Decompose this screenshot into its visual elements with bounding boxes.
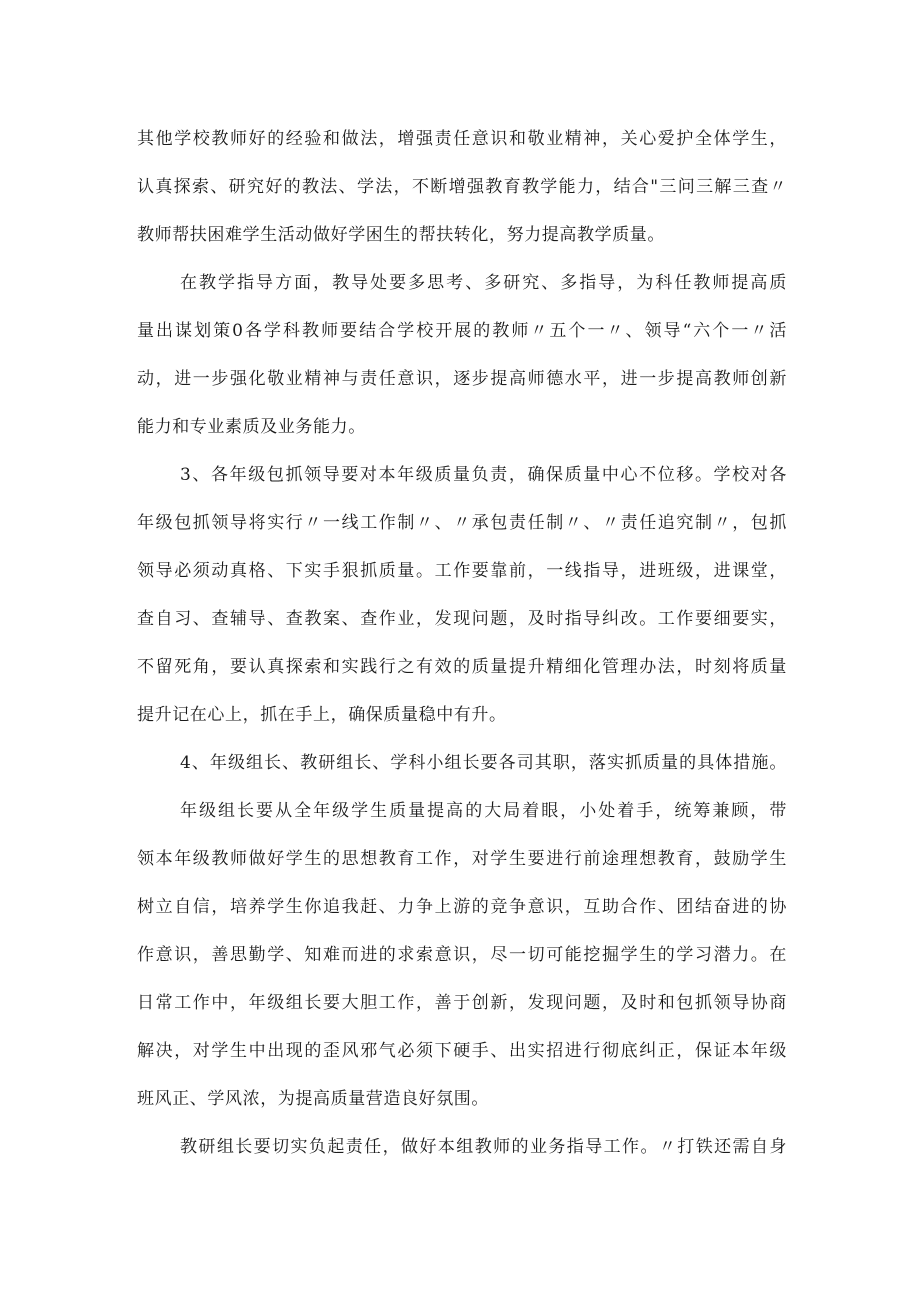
text-line: 量出谋划策0各学科教师要结合学校开展的教师〃五个一〃、领导“六个一〃活 xyxy=(137,321,787,341)
text-line: 认真探索、研究好的教法、学法，不断增强教育教学能力，结合"三问三解三查〃 xyxy=(137,177,787,197)
paragraph-start-line: 4、年级组长、教研组长、学科小组长要各司其职，落实抓质量的具体措施。 xyxy=(180,753,787,773)
text-line: 树立自信，培养学生你追我赶、力争上游的竞争意识，互助合作、团结奋进的协 xyxy=(137,897,787,917)
paragraph-start-line: 教研组长要切实负起责任，做好本组教师的业务指导工作。〃打铁还需自身 xyxy=(180,1137,787,1157)
text-line: 领本年级教师做好学生的思想教育工作，对学生要进行前途理想教育，鼓励学生 xyxy=(137,849,787,869)
text-line: 教师帮扶困难学生活动做好学困生的帮扶转化，努力提高教学质量。 xyxy=(137,225,665,245)
text-line: 解决，对学生中出现的歪风邪气必须下硬手、出实招进行彻底纠正，保证本年级 xyxy=(137,1041,787,1061)
text-line: 领导必须动真格、下实手狠抓质量。工作要靠前，一线指导，进班级，进课堂， xyxy=(137,561,787,581)
text-line: 作意识，善思勤学、知难而进的求索意识，尽一切可能挖掘学生的学习潜力。在 xyxy=(137,945,787,965)
text-line: 其他学校教师好的经验和做法，增强责任意识和敬业精神，关心爱护全体学生， xyxy=(137,129,787,149)
text-line: 班风正、学风浓，为提高质量营造良好氛围。 xyxy=(137,1089,489,1109)
text-line: 不留死角，要认真探索和实践行之有效的质量提升精细化管理办法，时刻将质量 xyxy=(137,657,787,677)
text-line: 日常工作中，年级组长要大胆工作，善于创新，发现问题，及时和包抓领导协商 xyxy=(137,993,787,1013)
text-line: 年级包抓领导将实行〃一线工作制〃、〃承包责任制〃、〃责任追究制〃，包抓 xyxy=(137,513,787,533)
paragraph-start-line: 年级组长要从全年级学生质量提高的大局着眼，小处着手，统筹兼顾，带 xyxy=(180,801,787,821)
text-line: 提升记在心上，抓在手上，确保质量稳中有升。 xyxy=(137,705,507,725)
paragraph-start-line: 在教学指导方面，教导处要多思考、多研究、多指导，为科任教师提高质 xyxy=(180,273,787,293)
paragraph-start-line: 3、各年级包抓领导要对本年级质量负责，确保质量中心不位移。学校对各 xyxy=(180,465,787,485)
text-line: 动，进一步强化敬业精神与责任意识，逐步提高师德水平，进一步提高教师创新 xyxy=(137,369,787,389)
text-line: 能力和专业素质及业务能力。 xyxy=(137,417,366,437)
text-line: 查自习、查辅导、查教案、查作业，发现问题，及时指导纠改。工作要细要实， xyxy=(137,609,787,629)
